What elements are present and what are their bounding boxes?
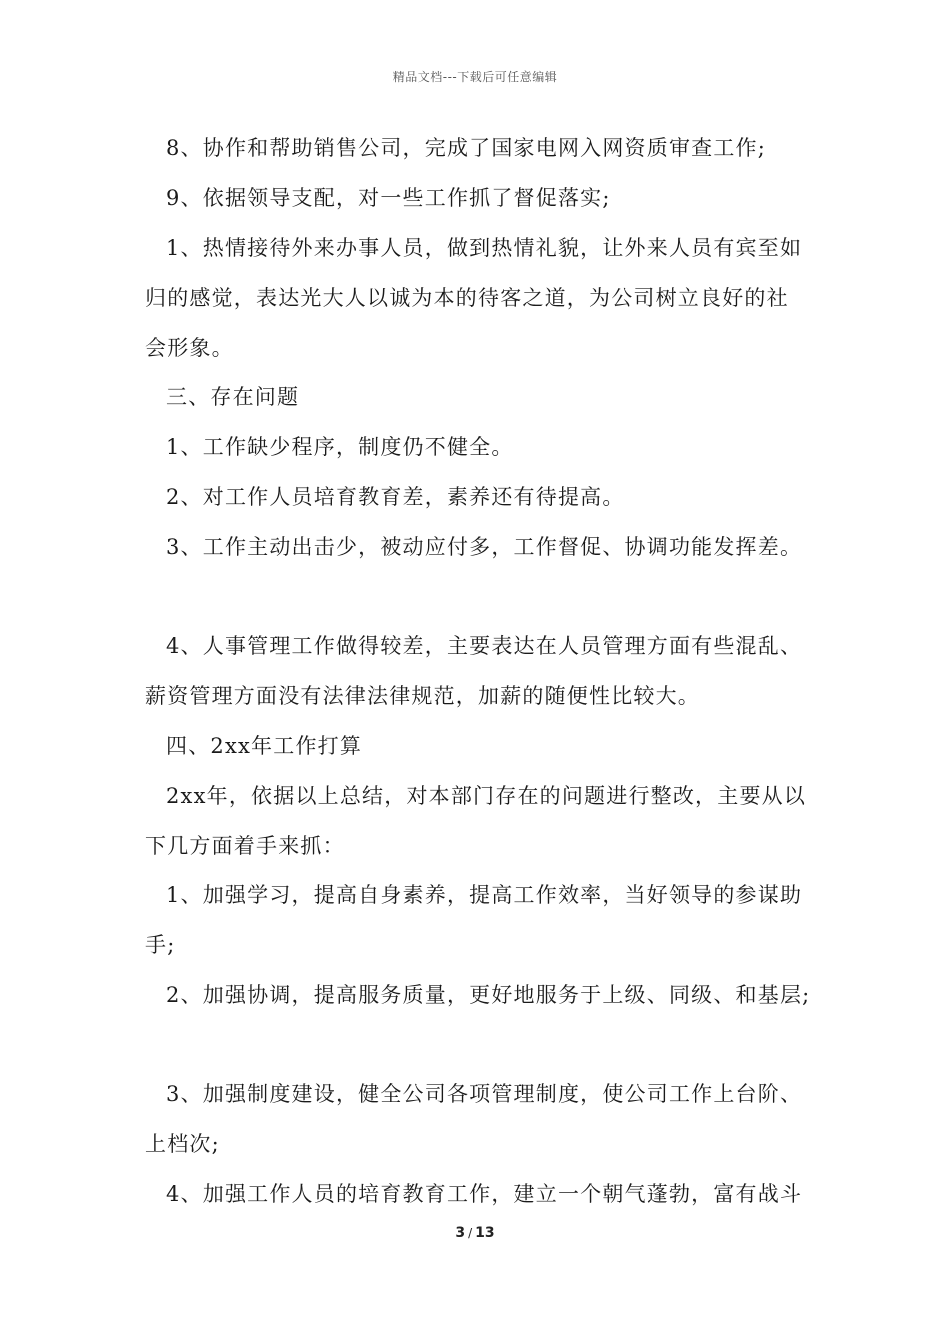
paragraph-line: 2xx年，依据以上总结，对本部门存在的问题进行整改，主要从以 bbox=[166, 784, 807, 808]
paragraph-line: 9、依据领导支配，对一些工作抓了督促落实; bbox=[166, 186, 611, 210]
page-separator: / bbox=[468, 1226, 473, 1240]
paragraph-line: 4、加强工作人员的培育教育工作，建立一个朝气蓬勃，富有战斗 bbox=[166, 1182, 803, 1206]
paragraph-line: 手; bbox=[145, 933, 176, 957]
paragraph-line: 3、加强制度建设，健全公司各项管理制度，使公司工作上台阶、 bbox=[166, 1082, 803, 1106]
current-page-number: 3 bbox=[455, 1225, 466, 1241]
page-header: 精品文档---下载后可任意编辑 bbox=[392, 70, 558, 84]
paragraph-line: 上档次; bbox=[145, 1132, 220, 1156]
page-number bbox=[0, 1225, 950, 1241]
paragraph-line: 2、加强协调，提高服务质量，更好地服务于上级、同级、和基层; bbox=[166, 983, 811, 1007]
total-page-count: 13 bbox=[475, 1225, 495, 1241]
paragraph-line: 1、热情接待外来办事人员，做到热情礼貌，让外来人员有宾至如 bbox=[166, 236, 803, 260]
paragraph-line: 1、工作缺少程序，制度仍不健全。 bbox=[166, 435, 514, 459]
paragraph-line: 1、加强学习，提高自身素养，提高工作效率，当好领导的参谋助 bbox=[166, 883, 803, 907]
paragraph-line: 2、对工作人员培育教育差，素养还有待提高。 bbox=[166, 485, 625, 509]
paragraph-line: 4、人事管理工作做得较差，主要表达在人员管理方面有些混乱、 bbox=[166, 634, 803, 658]
paragraph-line: 会形象。 bbox=[145, 336, 234, 360]
paragraph-line: 薪资管理方面没有法律法律规范，加薪的随便性比较大。 bbox=[145, 684, 700, 708]
paragraph-line: 下几方面着手来抓： bbox=[145, 834, 345, 858]
section-heading: 三、存在问题 bbox=[166, 385, 300, 409]
paragraph-line: 3、工作主动出击少，被动应付多，工作督促、协调功能发挥差。 bbox=[166, 535, 803, 559]
paragraph-line: 8、协作和帮助销售公司，完成了国家电网入网资质审查工作; bbox=[166, 136, 767, 160]
paragraph-line: 归的感觉，表达光大人以诚为本的待客之道，为公司树立良好的社 bbox=[145, 286, 789, 310]
section-heading: 四、2xx年工作打算 bbox=[166, 734, 363, 758]
